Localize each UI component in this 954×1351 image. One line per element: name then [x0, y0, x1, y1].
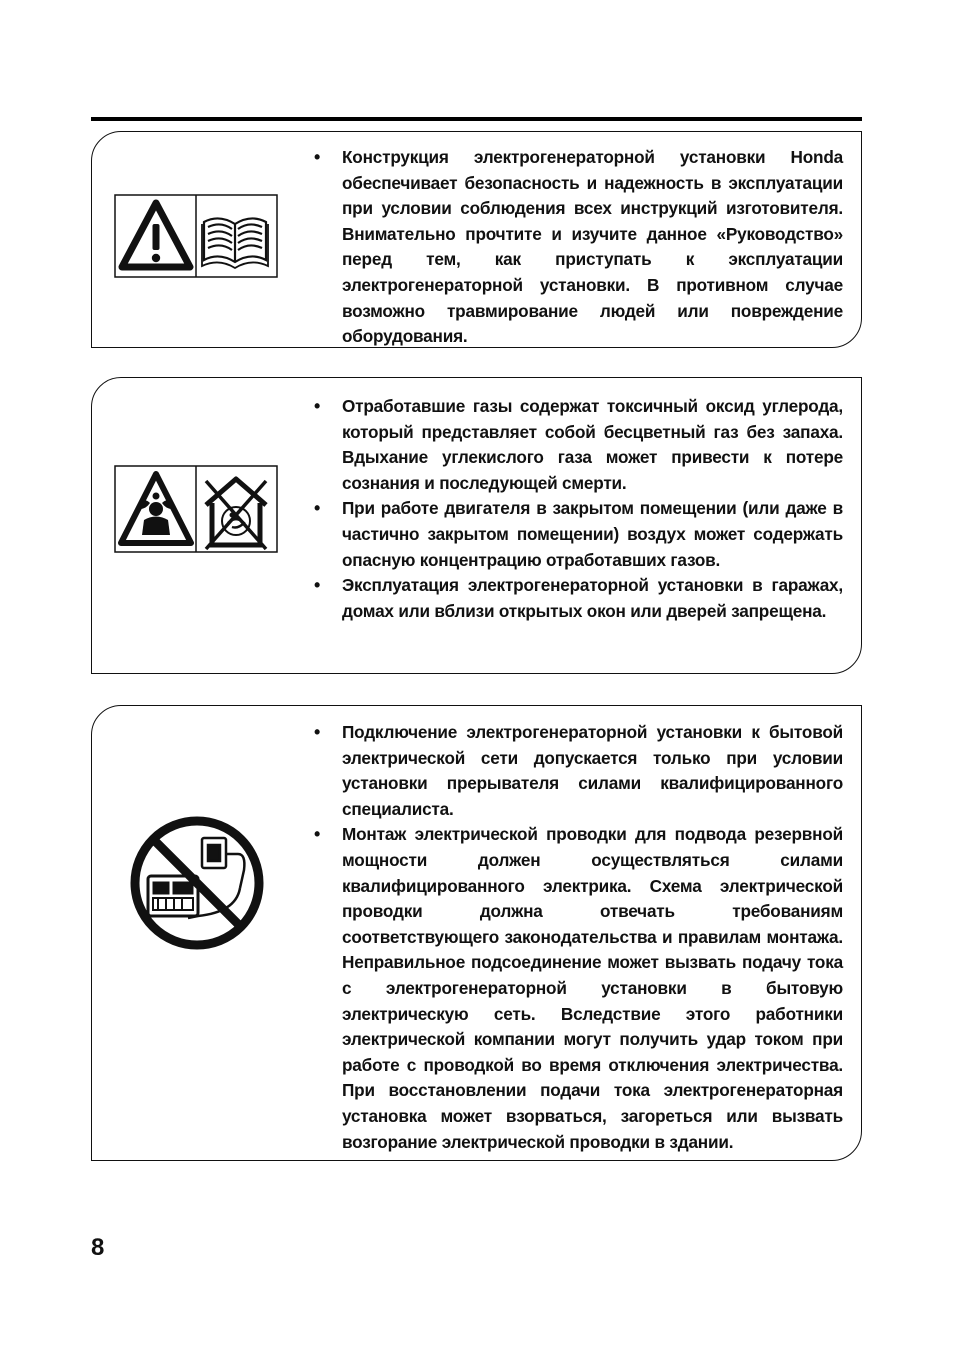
exhaust-warning-label [114, 465, 278, 553]
list-item: • Подключение электрогенераторной установки к бытовой электрической сети допускается только при условии установки прерывателя силами квалифицированного специалиста. [314, 720, 843, 822]
list-item: • Монтаж электрической проводки для подвода резервной мощности должен осуществляться силами квалифицированного электрика. Схема электрической проводки должна отвечать требованиям соответствующего законодательства и правилам монтажа. Неправильное подсоединение может вызвать подачу тока с электрогенераторной установки в бытовую электрическую сеть. Вследствие этого работники электрической компании могут получить удар током при работе с проводкой во время отключения электричества. При восстановлении подачи тока электрогенераторная установка может взорваться, загореться или вызвать возгорание электрической проводки в здании. [314, 822, 843, 1155]
list-item: • Отработавшие газы содержат токсичный оксид углерода, который представляет собой бесцветный газ без запаха. Вдыхание углекислого газа может привести к потере сознания и последующей смерти. [314, 394, 843, 496]
list-item: • Эксплуатация электрогенераторной установки в гаражах, домах или вблизи открытых окон или дверей запрещена. [314, 573, 843, 624]
bullet-list [314, 145, 843, 350]
safety-panel-connection [91, 705, 862, 1161]
manual-warning-label [114, 194, 278, 278]
bullet-list [314, 720, 843, 1155]
safety-panel-manual [91, 131, 862, 348]
page-number: 8 [91, 1234, 105, 1261]
safety-panel-exhaust [91, 377, 862, 674]
list-item: • Конструкция электрогенераторной установки Honda обеспечивает безопасность и надежность в эксплуатации при условии соблюдения всех инструкций изготовителя. Внимательно прочтите и изучите данное «Руководство» перед тем, как приступать к эксплуатации электрогенераторной установки. В противном случае возможно травмирование людей или повреждение оборудования. [314, 145, 843, 350]
bullet-list [314, 394, 843, 624]
list-item: • При работе двигателя в закрытом помещении (или даже в частично закрытом помещении) воздух может содержать опасную концентрацию отработавших газов. [314, 496, 843, 573]
top-rule [91, 117, 862, 121]
no-household-connection-icon [128, 814, 266, 952]
